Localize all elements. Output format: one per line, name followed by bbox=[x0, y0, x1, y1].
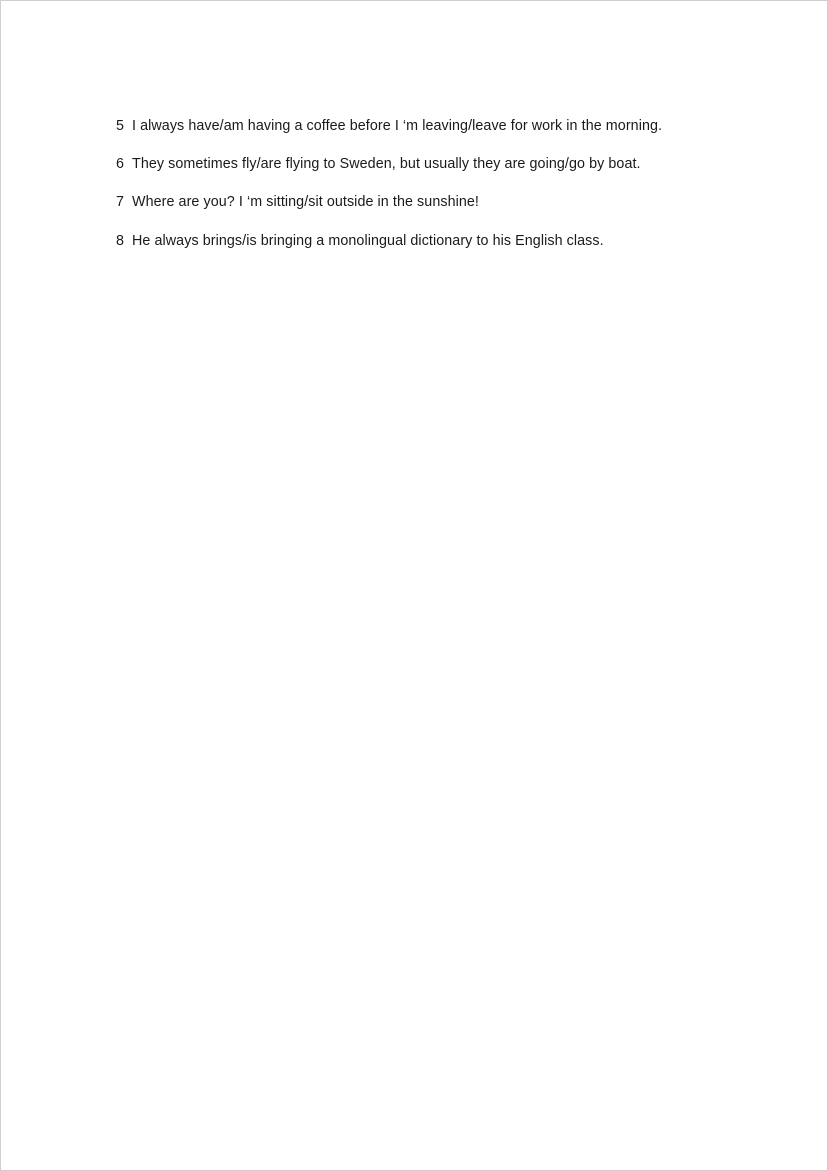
item-number: 5 bbox=[116, 118, 125, 134]
list-item bbox=[116, 192, 716, 213]
item-number: 6 bbox=[116, 156, 125, 173]
item-text: Where are you? I ‘m sitting/sit outside in the sunshine! bbox=[132, 194, 479, 211]
item-number: 8 bbox=[116, 232, 125, 249]
item-text: They sometimes fly/are flying to Sweden, but usually they are going/go by boat. bbox=[132, 156, 641, 173]
list-item bbox=[116, 231, 716, 252]
list-item bbox=[116, 116, 716, 137]
item-text: I always have/am having a coffee before I ‘m leaving/leave for work in the morning. bbox=[132, 118, 663, 134]
list-item bbox=[116, 154, 716, 175]
exercise-list bbox=[116, 116, 716, 269]
item-text: He always brings/is bringing a monolingual dictionary to his English class. bbox=[132, 232, 604, 249]
item-number: 7 bbox=[116, 194, 125, 211]
